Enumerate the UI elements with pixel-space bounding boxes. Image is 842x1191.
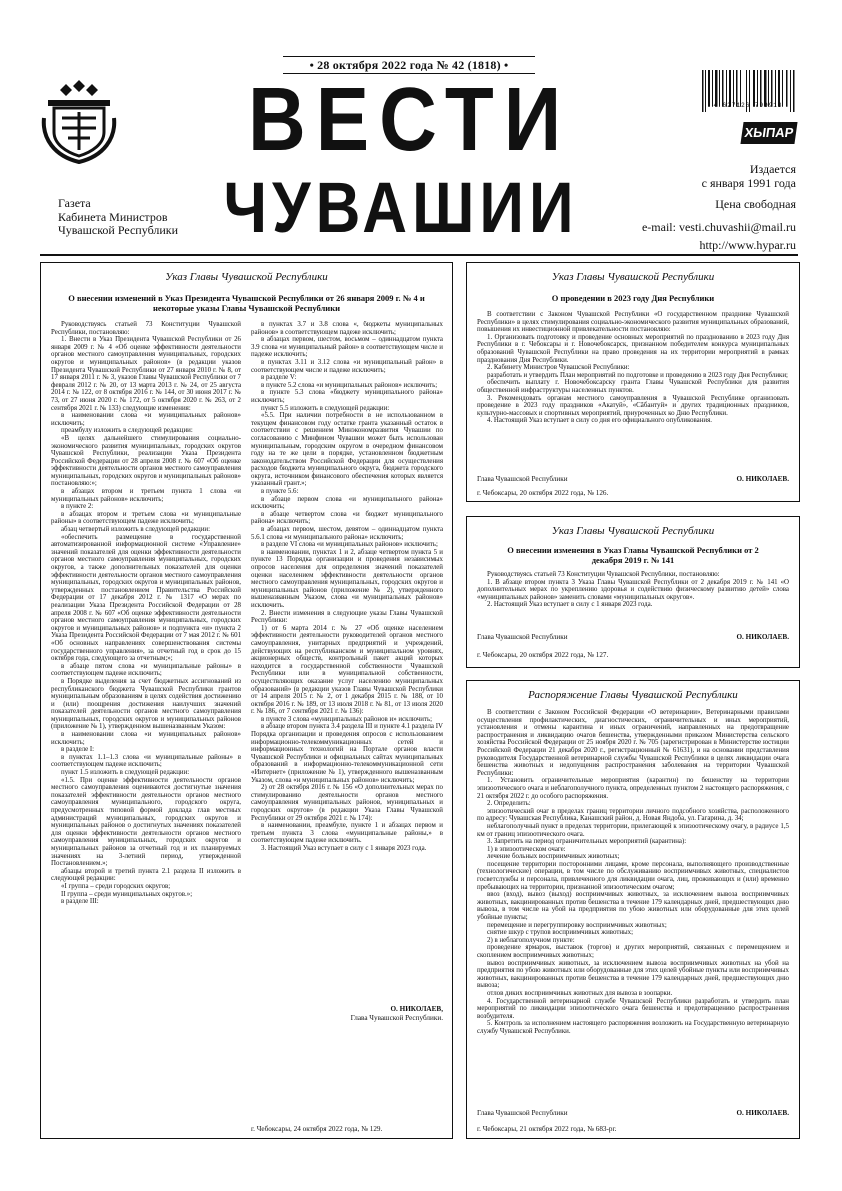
paragraph: преамбулу изложить в следующей редакции: <box>61 427 193 435</box>
paragraph: в абзацах первом, шестом, восьмом – одиннадцатом пункта 3.9 слова «и муниципальный район» в соответствующем числе и падеже исключить; <box>251 336 443 359</box>
paragraph: абзацы второй и третий пункта 2.1 раздела II изложить в следующей редакции: <box>51 867 241 883</box>
paragraph: в абзацах первом, шестом, девятом – одиннадцатом пункта 5.6.1 слова «и муниципального района» исключить; <box>251 526 443 541</box>
article-ukaz-129 <box>40 262 453 1139</box>
paragraph: 1. В абзаце втором пункта 3 Указа Главы Чувашской Республики от 2 декабря 2019 г. № 141 «О дополнительных мерах по укреплению здоровья и содействию физическому развитию детей» слова «муниципальных районов» заменить словами «муниципальных округов». <box>477 578 789 601</box>
article-place-date: г. Чебоксары, 21 октября 2022 года, № 683-рг. <box>477 1125 617 1133</box>
paragraph: «В целях дальнейшего стимулирования социально-экономического развития муниципальных, городских округов Чувашской Республики, реализации Указа Президента Российской Федерации от 28 апреля 2008 г. № 607 «Об оценке эффективности деятельности органов местного самоуправления муниципальных, городских округов и муниципальных районов» постановляю:»; <box>51 434 241 488</box>
newspaper-title-top: ВЕСТИ <box>248 69 572 170</box>
paragraph: в абзаце четвертом слова «и бюджет муниципального района» исключить; <box>251 510 443 526</box>
signer-title: Глава Чувашской Республики <box>477 475 568 483</box>
barcode-number: 4 627126 799913 <box>713 102 783 109</box>
article-signature <box>477 475 789 484</box>
paragraph: пункт 5.5 изложить в следующей редакции: <box>261 404 390 412</box>
issue-top-rule <box>283 56 535 57</box>
paragraph: разработать и утвердить План мероприятий по подготовке и проведению в 2023 году Дня Республики; <box>487 371 788 379</box>
paragraph: в наименовании, преамбуле, пункте 1 и абзацах первом и третьем пункта 3 слова «муниципальные районы,» в соответствующем падеже исключить. <box>251 822 443 845</box>
paragraph: снятие шкур с трупов восприимчивых животных; <box>487 929 634 937</box>
publisher-block <box>58 197 208 238</box>
paragraph: «обеспечить размещение в государственной автоматизированной информационной системе «Управление» значений показателей для оценки эффективности деятельности органов местного самоуправления муниципальных, городских округов, а также дополнительных показателей для оценки эффективности деятельности органов местного самоуправления муниципальных, городских округов и муниципальных районов, утвержденных постановлением Правительства Российской Федерации от 17 декабря 2012 г. № 1317 «О мерах по реализации Указа Президента Российской Федерации от 28 апреля 2008 г. № 607 «Об оценке эффективности деятельности органов местного самоуправления муниципальных, городских округов и муниципальных районов» и подпункта «и» пункта 2 Указа Президента Российской Федерации от 7 мая 2012 г. № 601 «Об основных направлениях совершенствования системы государственного управления», за отчетный год в срок до 15 октября года, следующего за отчетным;»; <box>51 533 241 663</box>
paragraph: 2) в неблагополучном пункте: <box>487 936 575 944</box>
paragraph: обеспечить выплату г. Новочебоксарску гранта Главы Чувашской Республики для развития общественной инфраструктуры населенных пунктов. <box>477 379 789 394</box>
paragraph: В соответствии с Законом Чувашской Республики «О государственном празднике Чувашской Республики» в целях стимулирования социально-экономического развития муниципальных образований, повышения их инвестиционной привлекательности постановляю: <box>477 311 789 334</box>
paragraph: эпизоотический очаг в пределах границ территории личного подсобного хозяйства, расположенного по адресу: Чувашская Республика, Канашский район, д. Новая Яндоба, ул. Гагарина, д. 34; <box>477 807 789 823</box>
article-place-date: г. Чебоксары, 20 октября 2022 года, № 127. <box>477 651 609 659</box>
paragraph: в разделе I: <box>61 746 95 754</box>
publisher-line: Чувашской Республики <box>58 223 179 237</box>
article-signature <box>477 633 789 642</box>
article-signature <box>251 1005 443 1023</box>
article-headline: О проведении в 2023 году Дня Республики <box>551 293 715 303</box>
article-column-1 <box>51 321 241 1129</box>
paragraph: 2. Определить: <box>487 800 531 808</box>
paragraph: в абзацах втором и третьем пункта 1 слова «и муниципальных районов» исключить; <box>51 488 241 503</box>
published-since <box>640 162 796 190</box>
article-ukaz-127 <box>466 516 800 668</box>
chuvashia-emblem-icon <box>40 78 118 164</box>
publisher-line: Кабинета Министров <box>58 209 168 224</box>
paragraph: посещение территории посторонними лицами, кроме персонала, выполняющего производственные (технологические) операции, в том числе по обслуживанию восприимчивых животных, специалистов госветслужбы и персонала, привлеченного для ликвидации очага, лиц, проживающих и (или) временно пребывающих на территории, признанной эпизоотическим очагом; <box>477 860 789 891</box>
article-rubric: Указ Главы Чувашской Республики <box>551 271 715 283</box>
signer-name: О. НИКОЛАЕВ, <box>390 1005 443 1013</box>
article-body <box>477 571 789 631</box>
article-body <box>477 709 789 1105</box>
paragraph: в пункте 5.6: <box>261 488 299 496</box>
paragraph: 1) в эпизоотическом очаге: <box>487 845 566 853</box>
paragraph: 2) от 28 октября 2016 г. № 156 «О дополнительных мерах по стимулированию деятельности органов местного самоуправления муниципальных районов, муниципальных и городских округов» (в редакции Указа Главы Чувашской Республики от 29 октября 2021 г. № 174): <box>251 784 443 822</box>
paragraph: в Порядке выделения за счет бюджетных ассигнований из республиканского бюджета Чувашской Республики грантов муниципальным образованиям в целях содействия достижению и (или) поощрения достижения наилучших значений показателей деятельности органов местного самоуправления муниципальных, городских округов и муниципальных районов (приложение № 1), утвержденном вышеназванным Указом: <box>51 677 241 731</box>
article-rasporyazhenie-683 <box>466 680 800 1139</box>
paragraph: в абзацах втором и третьем слова «и муниципальные районы» в соответствующем падеже исключить; <box>51 510 241 526</box>
article-rubric: Распоряжение Главы Чувашской Республики <box>528 689 738 701</box>
article-rubric: Указ Главы Чувашской Республики <box>551 525 715 537</box>
paragraph: перемещение и перегруппировку восприимчивых животных; <box>487 921 667 929</box>
paragraph: в наименовании слова «и муниципальных районов» исключить; <box>51 412 241 427</box>
paragraph: 4. Государственной ветеринарной службе Чувашской Республики разработать и утвердить план мероприятий по ликвидации эпизоотического очага бешенства и предотвращению распространения возбудителя. <box>477 997 789 1020</box>
article-body <box>477 311 789 469</box>
paragraph: проведение ярмарок, выставок (торгов) и других мероприятий, связанных с перемещением и скоплением восприимчивых животных; <box>477 944 789 959</box>
paragraph: 1. Установить ограничительные мероприятия (карантин) по бешенству на территории эпизоотического очага и неблагополучного пункта, определенных пунктом 2 настоящего распоряжения, с 21 октября 2022 г. до особого распоряжения. <box>477 777 789 800</box>
paragraph: абзац четвертый изложить в следующей редакции: <box>61 526 211 534</box>
paragraph: 3. Настоящий Указ вступает в силу с 1 января 2023 года. <box>261 844 427 852</box>
paragraph: 2. Кабинету Министров Чувашской Республики: <box>487 364 630 372</box>
paragraph: вывоз восприимчивых животных, за исключением вывоза восприимчивых животных на убой на предприятия по убою животных или оборудованные для этих целей убойные пункты или восприимчивых животных, вакцинированных против бешенства в течение 179 календарных дней, предшествующих дню вывоза; <box>477 959 789 990</box>
signer-name: О. НИКОЛАЕВ. <box>736 475 789 483</box>
publisher-line: Газета <box>58 196 91 210</box>
article-headline: О внесении изменения в Указ Главы Чувашской Республики от 2 декабря 2019 г. № 141 <box>507 545 759 565</box>
paragraph: 3. Рекомендовать органам местного самоуправления в Чувашской Республике организовать проведение в 2023 году праздников «Акатуй», «Сăбантуй» и других традиционных праздников, культурно-массовых и спортивных мероприятий, приуроченных ко Дню Республики. <box>477 394 789 417</box>
article-column-2 <box>251 321 443 1001</box>
paragraph: в пункте 2: <box>61 503 94 511</box>
paragraph: в наименовании, пунктах 1 и 2, абзаце четвертом пункта 5 и пункте 13 Порядка организации и проведения независимых опросов населения для определения значений показателей оценки населением эффективности деятельности органов местного самоуправления муниципальных, городских округов и муниципальных районов (приложение № 2), утвержденного вышеназванным Указом, слова «и муниципальных районов» исключить. <box>251 548 443 609</box>
website-link[interactable]: http://www.hypar.ru <box>699 238 796 252</box>
paragraph: Руководствуясь статьей 73 Конституции Чувашской Республики, постановляю: <box>51 321 241 336</box>
paragraph: 4. Настоящий Указ вступает в силу со дня его официального опубликования. <box>487 417 713 425</box>
paragraph: в пункте 3 слова «муниципальных районов и» исключить; <box>261 715 433 723</box>
paragraph: неблагополучный пункт в пределах территории, прилегающей к эпизоотическому очагу, в радиусе 1,5 км от границ эпизоотического очага. <box>477 822 789 838</box>
paragraph: II группа – среди муниципальных округов.»; <box>61 890 193 898</box>
since-line: Издается <box>749 162 796 176</box>
signer-title: Глава Чувашской Республики. <box>350 1014 443 1022</box>
paragraph: 3. Запретить на период ограничительных мероприятий (карантина): <box>487 838 687 846</box>
article-headline: О внесении изменений в Указ Президента Чувашской Республики от 26 января 2009 г. № 4 и некоторые указы Главы Чувашской Республики <box>68 293 425 313</box>
paragraph: в пунктах 1.1–1.3 слова «и муниципальные районы» в соответствующем падеже исключить; <box>51 753 241 769</box>
paragraph: 1. Внести в Указ Президента Чувашской Республики от 26 января 2009 г. № 4 «Об оценке эффективности деятельности органов местного самоуправления муниципальных, городских округов и муниципальных районов» (в редакции указов Президента Чувашской Республики от 27 января 2010 г. № 8, от 17 января 2011 г. № 3, указов Главы Чувашской Республики от 7 февраля 2012 г. № 20, от 13 марта 2013 г. № 24, от 25 августа 2014 г. № 122, от 8 октября 2016 г. № 144, от 30 июня 2017 г. № 73, от 27 июня 2020 г. № 172, от 5 октября 2020 г. № 263, от 2 сентября 2021 г. № 133) следующие изменения: <box>51 336 241 412</box>
article-place-date: г. Чебоксары, 24 октября 2022 года, № 129. <box>251 1125 383 1133</box>
paragraph: пункт 1.5 изложить в следующей редакции: <box>61 769 190 777</box>
paragraph: лечение больных восприимчивых животных; <box>487 853 620 861</box>
paragraph: в наименовании слова «и муниципальных районов» исключить; <box>51 731 241 746</box>
paragraph: в пункте 5.3 слова «бюджету муниципального района» исключить; <box>251 389 443 404</box>
paragraph: «5.5. При наличии потребности в не использованном в текущем финансовом году остатке гранта указанный остаток в соответствии с решением Минэкономразвития Чувашии по согласованию с Минфином Чувашии может быть использован муниципальным, городским округом в очередном финансовом году на те же цели в порядке, установленном бюджетным законодательством Российской Федерации для осуществления расходов бюджета муниципального округа, бюджета городского округа, источником финансового обеспечения которых является указанный грант.»; <box>251 412 443 488</box>
signer-name: О. НИКОЛАЕВ. <box>736 1109 789 1117</box>
paragraph: в пунктах 3.7 и 3.8 слова «, бюджеты муниципальных районов» в соответствующем падеже исключить; <box>251 321 443 336</box>
signer-title: Глава Чувашской Республики <box>477 1109 568 1117</box>
paragraph: 1. Организовать подготовку и проведение основных мероприятий по празднованию в 2023 году Дня Республики в г. Чебоксары и г. Новочебоксарск, признанном победителем конкурса муниципальных образований Чувашской Республики на право проведения на их территории мероприятий в рамках празднования Дня Республики. <box>477 333 789 364</box>
article-rubric: Указ Главы Чувашской Республики <box>165 271 328 283</box>
hypar-logo: ХЫПАР <box>740 122 797 144</box>
paragraph: 2. Настоящий Указ вступает в силу с 1 января 2023 года. <box>487 601 653 609</box>
since-line: с января 1991 года <box>701 176 796 190</box>
masthead-divider <box>40 254 798 256</box>
article-ukaz-126 <box>466 262 800 502</box>
paragraph: В соответствии с Законом Российской Федерации «О ветеринарии», Ветеринарными правилами осуществления профилактических, диагностических, ограничительных и иных мероприятий, установления и отмены карантина и иных ограничений, направленных на предотвращение распространения и ликвидацию очагов бешенства, утвержденными приказом Министерства сельского хозяйства Российской Федерации от 25 ноября 2020 г. № 705 (зарегистрирован в Министерстве юстиции Российской Федерации 21 декабря 2020 г., регистрационный № 61631), и на основании представления руководителя Государственной ветеринарной службы Чувашской Республики в целях ликвидации очага бешенства животных и недопущения распространения заболевания на территории Чувашской Республики: <box>477 709 789 777</box>
paragraph: ввоз (вход), вывоз (выход) восприимчивых животных, за исключением вывоза восприимчивых животных, вакцинированных против бешенства в течение 179 календарных дней, предшествующих дню вывоза, в том числе на убой на предприятия по убою животных или оборудованные для этих целей убойные пункты; <box>477 891 789 922</box>
paragraph: 2. Внести изменения в следующие указы Главы Чувашской Республики: <box>251 609 443 625</box>
paragraph: «I группа – среди городских округов; <box>61 882 171 890</box>
price-label: Цена свободная <box>715 197 796 211</box>
article-signature <box>477 1109 789 1118</box>
signer-name: О. НИКОЛАЕВ. <box>736 633 789 641</box>
paragraph: в абзаце втором пункта 3.4 раздела III и пункте 4.1 раздела IV Порядка организации и проведения опросов с использованием информационно-телекоммуникационных сетей и информационных технологий на Портале органов власти Чувашской Республики и официальных сайтах муниципальных образований в информационно-телекоммуникационной сети «Интернет» (приложение № 1), утвержденного вышеназванным Указом, слова «и муниципальных районов» исключить; <box>251 723 443 784</box>
paragraph: в разделе V: <box>261 374 297 382</box>
paragraph: в пунктах 3.11 и 3.12 слова «и муниципальный район» в соответствующем числе и падеже исключить; <box>251 358 443 374</box>
paragraph: отлов диких восприимчивых животных для вывоза в зоопарки. <box>487 989 673 997</box>
paragraph: в пункте 5.2 слова «и муниципальных районов» исключить; <box>261 381 438 389</box>
signer-title: Глава Чувашской Республики <box>477 633 568 641</box>
paragraph: «1.5. При оценке эффективности деятельности органов местного самоуправления оцениваются достигнутые значения показателей эффективности деятельности органов местного самоуправления муниципального, городского округа, предусмотренных типовой формой доклада глав местных администраций муниципальных, городских округов и муниципальных районов о достигнутых значениях показателей для оценки эффективности деятельности органов местного самоуправления муниципальных, городских округов и муниципальных районов за отчетный год и их планируемых значениях на 3-летний период, утвержденной Постановлением.»; <box>51 776 241 868</box>
article-place-date: г. Чебоксары, 20 октября 2022 года, № 126. <box>477 489 609 497</box>
paragraph: 5. Контроль за исполнением настоящего распоряжения возложить на Государственную ветеринарную службу Чувашской Республики. <box>477 1020 789 1035</box>
email-address: e-mail: vesti.chuvashii@mail.ru <box>641 220 796 234</box>
paragraph: в разделе III: <box>61 898 99 906</box>
paragraph: Руководствуясь статьей 73 Конституции Чувашской Республики, постановляю: <box>487 571 720 578</box>
paragraph: в абзаце первом слова «и муниципального района» исключить; <box>251 495 443 511</box>
issue-date-line: • 28 октября 2022 года № 42 (1818) • <box>309 58 509 72</box>
paragraph: в абзаце пятом слова «и муниципальные районы» в соответствующем падеже исключить; <box>51 662 241 678</box>
paragraph: 1) от 6 марта 2014 г. № 27 «Об оценке населением эффективности деятельности руководителей органов местного самоуправления, унитарных предприятий и учреждений, действующих на республиканском и муниципальном уровнях, акционерных обществ, контрольный пакет акций которых находится в государственной собственности Чувашской Республики или в муниципальной собственности, осуществляющих оказание услуг населению муниципальных образований» (в редакции указов Главы Чувашской Республики от 14 апреля 2015 г. № 2, от 1 декабря 2015 г. № 188, от 10 октября 2016 г. № 189, от 13 июля 2018 г. № 81, от 13 июля 2020 г. № 186, от 7 сентября 2021 г. № 136): <box>251 624 443 716</box>
newspaper-title-bottom: ЧУВАШИИ <box>223 168 579 249</box>
paragraph: в разделе VI слова «и муниципальных районов» исключить; <box>261 541 438 549</box>
